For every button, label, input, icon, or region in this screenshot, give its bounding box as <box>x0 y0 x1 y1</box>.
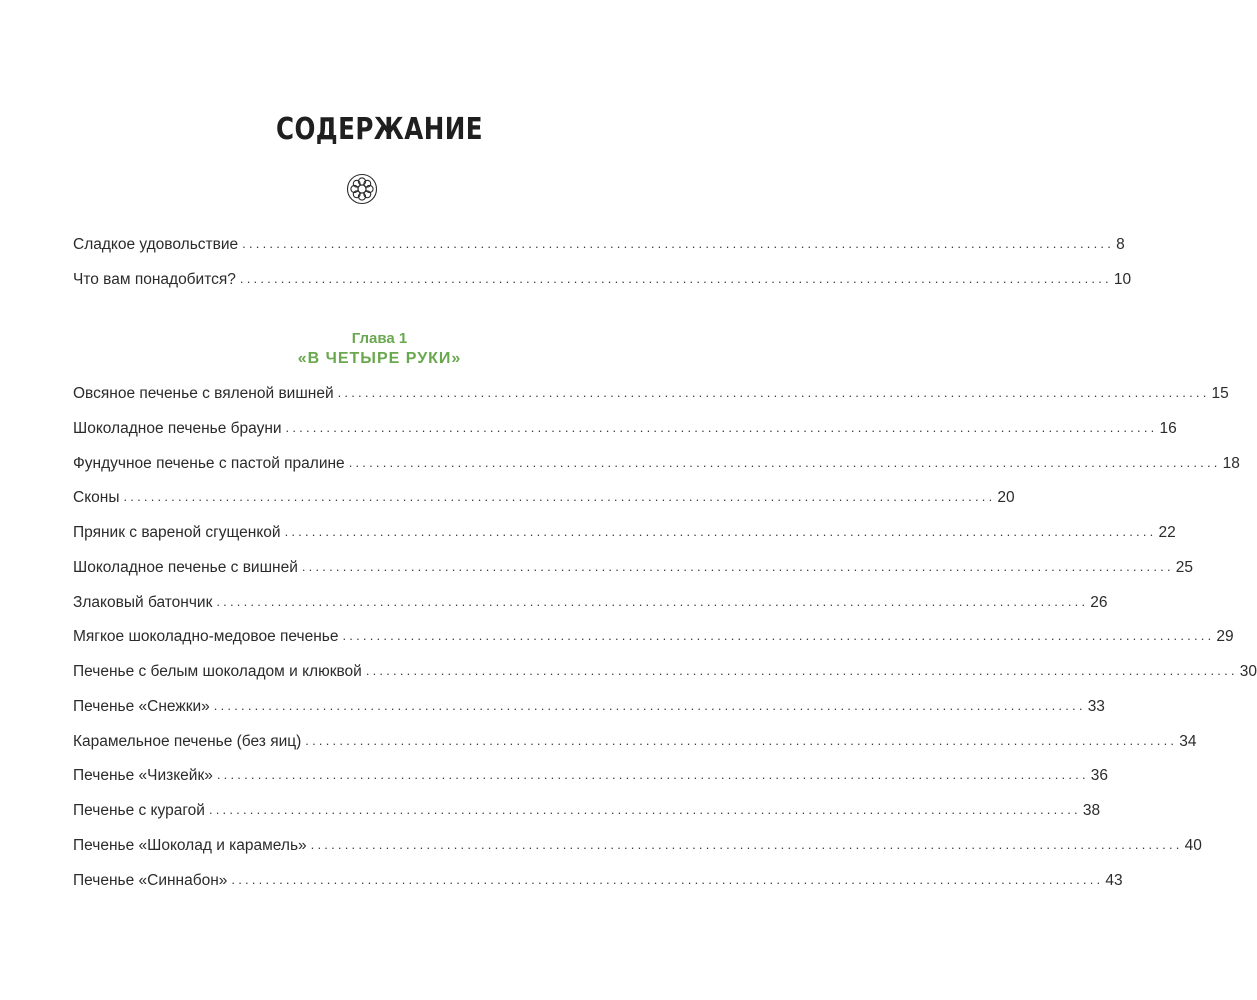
toc-entry-title: Печенье «Снежки» <box>73 698 210 715</box>
toc-entry-page: 40 <box>1184 837 1202 854</box>
toc-entry-title: Злаковый батончик <box>73 594 213 611</box>
toc-entry-page: 34 <box>1179 733 1197 750</box>
toc-entry-page: 15 <box>1211 385 1229 402</box>
toc-entry-page: 29 <box>1216 628 1234 645</box>
toc-entry-page: 38 <box>1082 802 1101 819</box>
dot-leader: ................................................................................................................................ <box>213 698 1086 713</box>
toc-entry-title: Печенье «Синнабон» <box>73 872 228 889</box>
toc-entry-page: 16 <box>1159 420 1177 437</box>
page-title: СОДЕРЖАНИЕ <box>276 112 483 147</box>
dot-leader: ................................................................................................................................ <box>216 594 1089 609</box>
dot-leader: ................................................................................................................................ <box>365 663 1238 678</box>
toc-entry[interactable] <box>73 455 1240 479</box>
toc-entry[interactable] <box>73 385 1229 409</box>
dot-leader: ................................................................................................................................ <box>216 767 1089 782</box>
toc-entry[interactable] <box>73 271 1132 295</box>
toc-entry[interactable] <box>73 698 1105 722</box>
toc-entry-page: 25 <box>1175 559 1194 576</box>
toc-entry[interactable] <box>73 663 1257 687</box>
toc-entry-page: 22 <box>1158 524 1176 541</box>
dot-leader: ................................................................................................................................ <box>348 455 1221 470</box>
toc-entry-title: Овсяное печенье с вяленой вишней <box>73 385 334 402</box>
chapter-title: «В ЧЕТЫРЕ РУКИ» <box>297 350 462 367</box>
toc-entry-title: Мягкое шоколадно-медовое печенье <box>73 628 339 645</box>
toc-entry-title: Сладкое удовольствие <box>73 236 239 253</box>
dot-leader: ................................................................................................................................ <box>337 385 1210 400</box>
toc-entry[interactable] <box>73 420 1177 444</box>
toc-entry-title: Шоколадное печенье брауни <box>73 420 282 437</box>
toc-entry[interactable] <box>73 802 1101 826</box>
toc-entry[interactable] <box>73 628 1234 652</box>
chapter-number: Глава 1 <box>351 330 408 347</box>
toc-entry[interactable] <box>73 733 1197 757</box>
toc-entry-title: Шоколадное печенье с вишней <box>73 559 298 576</box>
toc-entry-page: 43 <box>1105 872 1123 889</box>
toc-entry-title: Что вам понадобится? <box>73 271 236 288</box>
dot-leader: ................................................................................................................................ <box>208 802 1081 817</box>
toc-entry-title: Печенье с курагой <box>73 802 205 819</box>
toc-entry-page: 30 <box>1239 663 1257 680</box>
toc-entry-page: 33 <box>1087 698 1105 715</box>
dot-leader: ................................................................................................................................ <box>305 733 1178 748</box>
toc-entry-title: Карамельное печенье (без яиц) <box>73 733 302 750</box>
toc-entry-title: Печенье «Чизкейк» <box>73 767 213 784</box>
dot-leader: ................................................................................................................................ <box>123 489 996 504</box>
toc-entry[interactable] <box>73 489 1015 513</box>
round-lattice-ornament-icon <box>345 172 379 206</box>
toc-entry[interactable] <box>73 594 1108 618</box>
dot-leader: ................................................................................................................................ <box>242 236 1115 251</box>
toc-entry-page: 36 <box>1090 767 1109 784</box>
toc-entry[interactable] <box>73 872 1123 896</box>
toc-entry-page: 10 <box>1113 271 1132 288</box>
dot-leader: ................................................................................................................................ <box>284 524 1157 539</box>
toc-entry[interactable] <box>73 524 1176 548</box>
toc-entry[interactable] <box>73 837 1202 861</box>
toc-entry-title: Фундучное печенье с пастой пралине <box>73 455 345 472</box>
dot-leader: ................................................................................................................................ <box>231 872 1104 887</box>
toc-entry-title: Печенье с белым шоколадом и клюквой <box>73 663 362 680</box>
toc-entry-page: 20 <box>997 489 1015 506</box>
toc-entry-page: 18 <box>1222 455 1240 472</box>
toc-entry-title: Сконы <box>73 489 120 506</box>
dot-leader: ................................................................................................................................ <box>239 271 1112 286</box>
toc-entry[interactable] <box>73 767 1109 791</box>
dot-leader: ................................................................................................................................ <box>301 559 1174 574</box>
toc-entry-title: Печенье «Шоколад и карамель» <box>73 837 307 854</box>
toc-entry-title: Пряник с вареной сгущенкой <box>73 524 281 541</box>
toc-entry[interactable] <box>73 559 1194 583</box>
dot-leader: ................................................................................................................................ <box>310 837 1183 852</box>
toc-entry-page: 8 <box>1116 236 1125 253</box>
toc-entry[interactable] <box>73 236 1125 260</box>
toc-entry-page: 26 <box>1090 594 1108 611</box>
dot-leader: ................................................................................................................................ <box>342 628 1215 643</box>
dot-leader: ................................................................................................................................ <box>285 420 1158 435</box>
